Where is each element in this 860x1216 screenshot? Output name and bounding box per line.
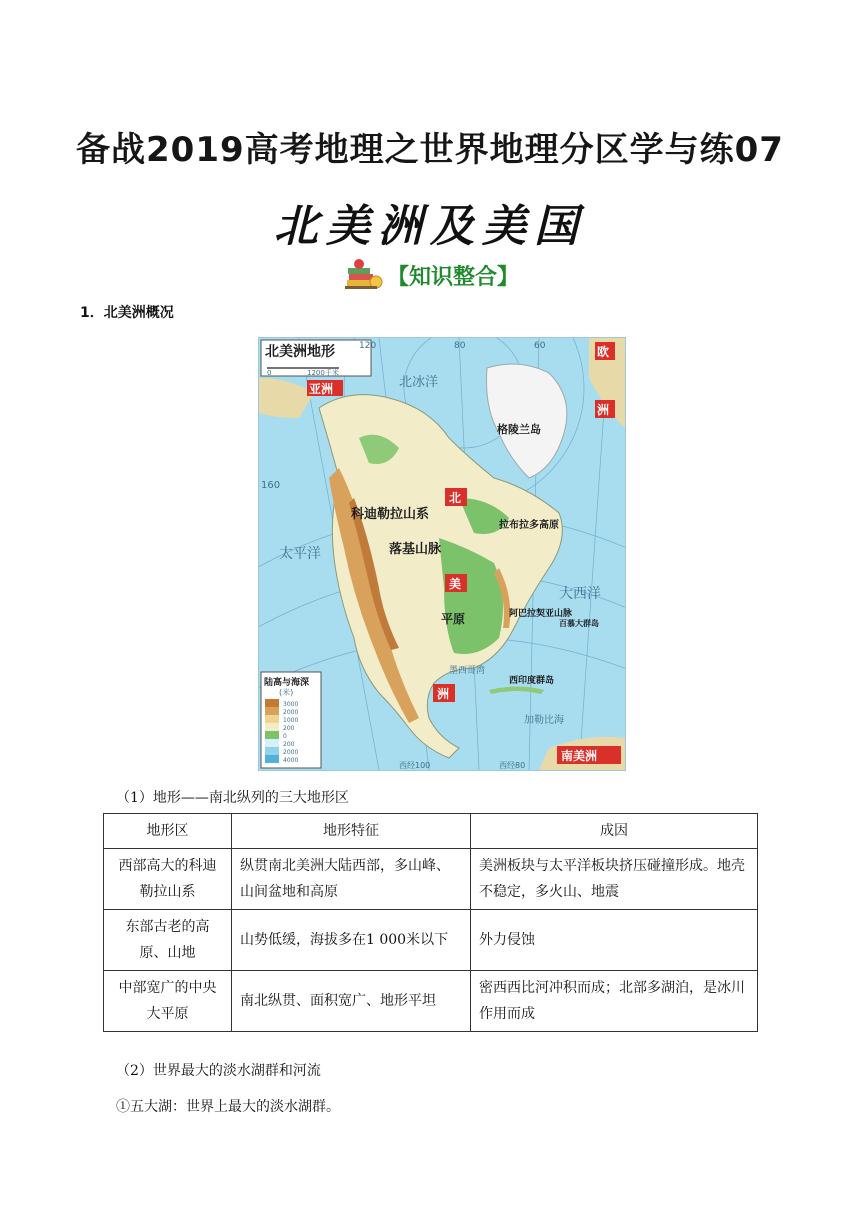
legend-value: 4000 [283,757,299,764]
legend-value: 200 [283,741,295,748]
table-header: 成因 [471,814,758,849]
table-cell-region: 西部高大的科迪勒拉山系 [104,849,232,910]
table-cell-feature: 南北纵贯、面积宽广、地形平坦 [232,971,471,1032]
label-europe: 欧 [597,345,610,359]
document-subtitle: 北美洲及美国 [274,201,586,252]
table-cell-cause: 美洲板块与太平洋板块挤压碰撞形成。地壳不稳定，多火山、地震 [471,849,758,910]
meridian-120: 120 [359,341,377,351]
meridian-west-100: 西经100 [399,761,431,770]
document-title: 备战2019高考地理之世界地理分区学与练07 [76,130,784,170]
table-cell-region: 中部宽广的中央大平原 [104,971,232,1032]
meridian-160: 160 [261,480,281,491]
table-cell-cause: 密西西比河冲积而成；北部多湖泊，是冰川作用而成 [471,971,758,1032]
label-bermuda: 百慕大群岛 [559,619,599,628]
legend-value: 2000 [283,709,299,716]
meridian-60: 60 [534,341,546,351]
legend-title: 陆高与海深 [264,678,310,688]
section-heading: 1．北美洲概况 [80,305,174,321]
table-row [104,849,758,910]
table-header: 地形特征 [232,814,471,849]
legend-value: 3000 [283,701,299,708]
label-mexico: 洲 [437,687,450,701]
label-south-america: 南美洲 [561,749,598,763]
label-arctic-ocean: 北冰洋 [399,375,439,390]
meridian-80: 80 [454,341,466,351]
legend-unit: (米) [279,688,294,697]
north-america-map [258,337,626,771]
label-appalachian: 阿巴拉契亚山脉 [509,609,573,619]
label-caribbean: 加勒比海 [524,715,564,726]
label-atlantic: 大西洋 [559,586,601,602]
label-north: 北 [449,491,462,505]
section-banner-label: 【知识整合】 [387,264,520,290]
label-pacific: 太平洋 [279,546,321,562]
table-header-row [104,814,758,849]
legend-value: 200 [283,725,295,732]
label-plains: 平原 [441,612,466,626]
label-asia: 亚洲 [309,382,334,396]
label-west-indies: 西印度群岛 [509,676,555,686]
table-cell-region: 东部古老的高原、山地 [104,910,232,971]
label-gulf: 墨西哥湾 [449,666,486,676]
table-header: 地形区 [104,814,232,849]
label-rockies: 落基山脉 [389,542,442,557]
books-icon [345,258,385,292]
label-labrador: 拉布拉多高原 [499,520,559,531]
terrain-table [103,813,758,1032]
table-cell-feature: 纵贯南北美洲大陆西部，多山峰、山间盆地和高原 [232,849,471,910]
legend-value: 0 [283,733,287,740]
table-cell-feature: 山势低缓，海拔多在1 000米以下 [232,910,471,971]
map-title: 北美洲地形 [265,344,335,360]
section-1-label: （1）地形——南北纵列的三大地形区 [116,790,349,806]
legend-swatches [265,699,279,763]
section-2-item-1: ①五大湖：世界上最大的淡水湖群。 [116,1099,340,1115]
legend-value: 2000 [283,749,299,756]
map-scale-zero: 0 [267,369,272,377]
meridian-west-80: 西经80 [499,761,526,770]
label-greenland: 格陵兰岛 [497,423,541,436]
label-cordillera: 科迪勒拉山系 [351,507,430,522]
section-banner [345,258,519,292]
table-cell-cause: 外力侵蚀 [471,910,758,971]
label-europe-2: 洲 [597,403,610,417]
legend-value: 1000 [283,717,299,724]
label-usa: 美 [449,577,462,591]
table-row [104,971,758,1032]
map-scale-label: 1200千米 [307,369,339,377]
table-row [104,910,758,971]
section-2-label: （2）世界最大的淡水湖群和河流 [116,1063,321,1079]
